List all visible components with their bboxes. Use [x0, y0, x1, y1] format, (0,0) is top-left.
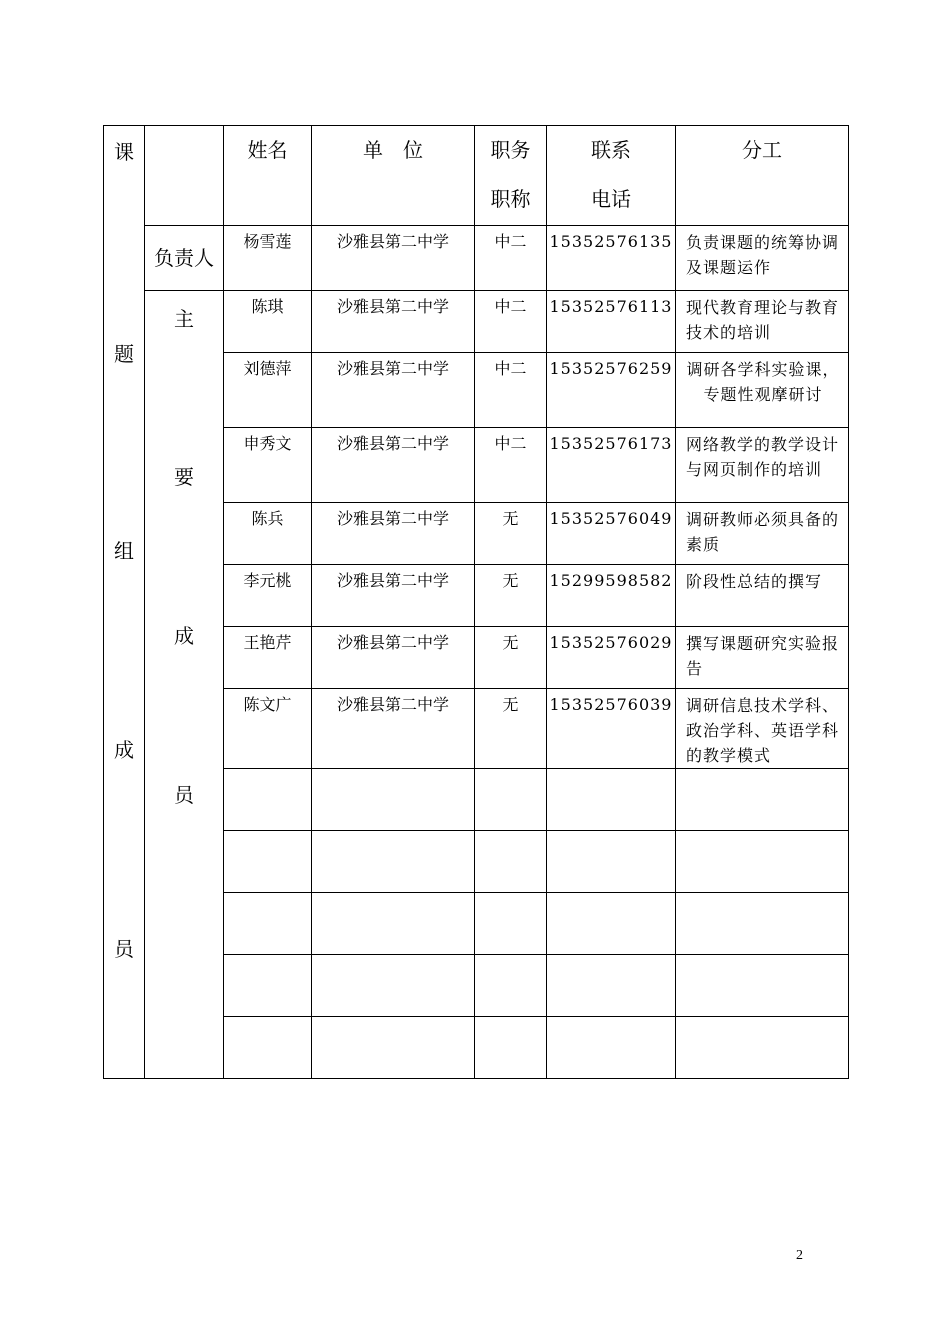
member-title: 中二	[475, 226, 547, 291]
empty-cell	[312, 955, 475, 1017]
outer-label-char: 成	[114, 738, 134, 762]
member-name: 陈兵	[224, 503, 312, 565]
empty-cell	[475, 831, 547, 893]
outer-label-char: 题	[114, 342, 134, 366]
empty-cell	[676, 893, 849, 955]
empty-cell	[676, 831, 849, 893]
member-title: 无	[475, 565, 547, 627]
empty-cell	[676, 1017, 849, 1079]
header-blank-cell	[145, 126, 224, 226]
member-name: 杨雪莲	[224, 226, 312, 291]
member-phone: 15352576049	[547, 503, 676, 565]
member-title: 无	[475, 503, 547, 565]
member-title: 无	[475, 627, 547, 689]
member-unit: 沙雅县第二中学	[312, 689, 475, 769]
empty-cell	[475, 955, 547, 1017]
empty-cell	[312, 831, 475, 893]
main-members-label	[145, 291, 224, 1079]
member-title: 中二	[475, 291, 547, 353]
member-name: 陈琪	[224, 291, 312, 353]
empty-cell	[475, 1017, 547, 1079]
member-duty: 阶段性总结的撰写	[676, 565, 849, 627]
member-phone: 15299598582	[547, 565, 676, 627]
empty-cell	[676, 769, 849, 831]
empty-cell	[224, 831, 312, 893]
empty-cell	[224, 893, 312, 955]
main-label-char: 员	[174, 783, 194, 807]
empty-cell	[224, 1017, 312, 1079]
header-title: 职务 职称	[475, 126, 547, 226]
member-duty: 调研信息技术学科、政治学科、英语学科的教学模式	[676, 689, 849, 769]
member-duty: 现代教育理论与教育技术的培训	[676, 291, 849, 353]
member-name: 陈文广	[224, 689, 312, 769]
empty-cell	[547, 893, 676, 955]
header-phone: 联系 电话	[547, 126, 676, 226]
main-label-char: 成	[174, 624, 194, 648]
member-duty: 调研各学科实验课，专题性观摩研讨	[676, 353, 849, 428]
member-phone: 15352576135	[547, 226, 676, 291]
empty-cell	[547, 1017, 676, 1079]
table-row	[104, 226, 849, 291]
page-number: 2	[796, 1248, 803, 1263]
empty-cell	[312, 769, 475, 831]
member-unit: 沙雅县第二中学	[312, 291, 475, 353]
member-name: 王艳芹	[224, 627, 312, 689]
empty-cell	[224, 769, 312, 831]
member-phone: 15352576029	[547, 627, 676, 689]
research-members-table	[103, 125, 849, 1079]
header-name: 姓名	[224, 126, 312, 226]
empty-cell	[676, 955, 849, 1017]
member-title: 中二	[475, 353, 547, 428]
member-unit: 沙雅县第二中学	[312, 627, 475, 689]
member-unit: 沙雅县第二中学	[312, 565, 475, 627]
member-duty: 调研教师必须具备的素质	[676, 503, 849, 565]
member-unit: 沙雅县第二中学	[312, 503, 475, 565]
table-row	[104, 291, 849, 353]
empty-cell	[312, 893, 475, 955]
member-unit: 沙雅县第二中学	[312, 226, 475, 291]
member-name: 刘德萍	[224, 353, 312, 428]
header-unit: 单 位	[312, 126, 475, 226]
main-label-char: 要	[174, 465, 194, 489]
empty-cell	[547, 831, 676, 893]
member-duty: 撰写课题研究实验报告	[676, 627, 849, 689]
empty-cell	[224, 955, 312, 1017]
outer-label-char: 组	[114, 539, 134, 563]
member-phone: 15352576259	[547, 353, 676, 428]
member-duty: 网络教学的教学设计与网页制作的培训	[676, 428, 849, 503]
main-label-char: 主	[174, 307, 194, 331]
empty-cell	[547, 955, 676, 1017]
member-name: 申秀文	[224, 428, 312, 503]
member-phone: 15352576173	[547, 428, 676, 503]
member-duty: 负责课题的统筹协调及课题运作	[676, 226, 849, 291]
member-title: 无	[475, 689, 547, 769]
member-phone: 15352576039	[547, 689, 676, 769]
member-unit: 沙雅县第二中学	[312, 428, 475, 503]
member-phone: 15352576113	[547, 291, 676, 353]
member-name: 李元桃	[224, 565, 312, 627]
empty-cell	[475, 769, 547, 831]
empty-cell	[312, 1017, 475, 1079]
leader-label: 负责人	[145, 226, 224, 291]
group-members-label	[104, 126, 145, 1079]
outer-label-char: 课	[114, 140, 134, 164]
member-unit: 沙雅县第二中学	[312, 353, 475, 428]
empty-cell	[475, 893, 547, 955]
header-duty: 分工	[676, 126, 849, 226]
outer-label-char: 员	[114, 937, 134, 961]
empty-cell	[547, 769, 676, 831]
member-title: 中二	[475, 428, 547, 503]
